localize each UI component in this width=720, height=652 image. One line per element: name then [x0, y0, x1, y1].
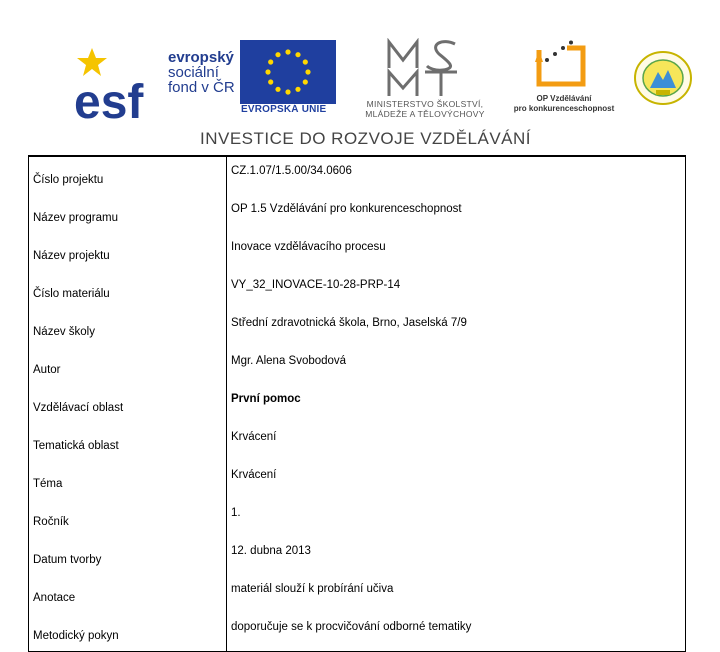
table-row [29, 233, 686, 271]
slogan: INVESTICE DO ROZVOJE VZDĚLÁVÁNÍ [200, 129, 532, 148]
esf-line3: fond v ČR [168, 79, 235, 96]
msmt-line1: MINISTERSTVO ŠKOLSTVÍ, [366, 99, 484, 109]
row-label: Tematická oblast [29, 423, 227, 461]
row-value: 1. [227, 499, 686, 537]
esf-line1: evropský [168, 49, 234, 66]
row-value: doporučuje se k procvičování odborné tematiky [227, 613, 686, 652]
msmt-logo-icon [385, 38, 465, 100]
row-label: Název programu [29, 195, 227, 233]
table-row [29, 156, 686, 195]
school-seal-icon [632, 50, 694, 106]
msmt-line2: MLÁDEŽE A TĚLOVÝCHOVY [365, 109, 485, 119]
esf-line2: sociální [168, 64, 219, 81]
table-row [29, 537, 686, 575]
table-row [29, 271, 686, 309]
row-label: Datum tvorby [29, 537, 227, 575]
msmt-label [345, 99, 505, 119]
row-value: materiál slouží k probírání učiva [227, 575, 686, 613]
table-row [29, 499, 686, 537]
row-label: Číslo projektu [29, 156, 227, 195]
table-row [29, 309, 686, 347]
table-row [29, 575, 686, 613]
row-value: Inovace vzdělávacího procesu [227, 233, 686, 271]
row-value: 12. dubna 2013 [227, 537, 686, 575]
header-logos [0, 0, 720, 155]
row-value: První pomoc [227, 385, 686, 423]
esf-text [168, 50, 235, 95]
row-label: Anotace [29, 575, 227, 613]
op-line2: pro konkurenceschopnost [513, 104, 615, 113]
row-label: Číslo materiálu [29, 271, 227, 309]
row-value: VY_32_INOVACE-10-28-PRP-14 [227, 271, 686, 309]
op-line1: OP Vzdělávání [536, 94, 592, 103]
svg-text:esf: esf [74, 76, 144, 120]
table-row [29, 385, 686, 423]
row-label: Název školy [29, 309, 227, 347]
project-info-table [28, 155, 686, 652]
eu-label: EVROPSKÁ UNIE [241, 104, 327, 115]
table-row [29, 423, 686, 461]
row-label: Vzdělávací oblast [29, 385, 227, 423]
row-value: Krvácení [227, 423, 686, 461]
row-value: Mgr. Alena Svobodová [227, 347, 686, 385]
table-row [29, 613, 686, 652]
row-label: Název projektu [29, 233, 227, 271]
op-label [512, 94, 616, 114]
table-row [29, 461, 686, 499]
row-value: OP 1.5 Vzdělávání pro konkurenceschopnost [227, 195, 686, 233]
table-row [29, 195, 686, 233]
row-label: Ročník [29, 499, 227, 537]
eu-flag-icon [240, 40, 336, 104]
row-value: Střední zdravotnická škola, Brno, Jaselská 7/9 [227, 309, 686, 347]
table-row [29, 347, 686, 385]
row-label: Autor [29, 347, 227, 385]
row-label: Téma [29, 461, 227, 499]
row-value: Krvácení [227, 461, 686, 499]
op-logo-icon [533, 40, 595, 92]
row-value: CZ.1.07/1.5.00/34.0606 [227, 156, 686, 195]
row-label: Metodický pokyn [29, 613, 227, 652]
